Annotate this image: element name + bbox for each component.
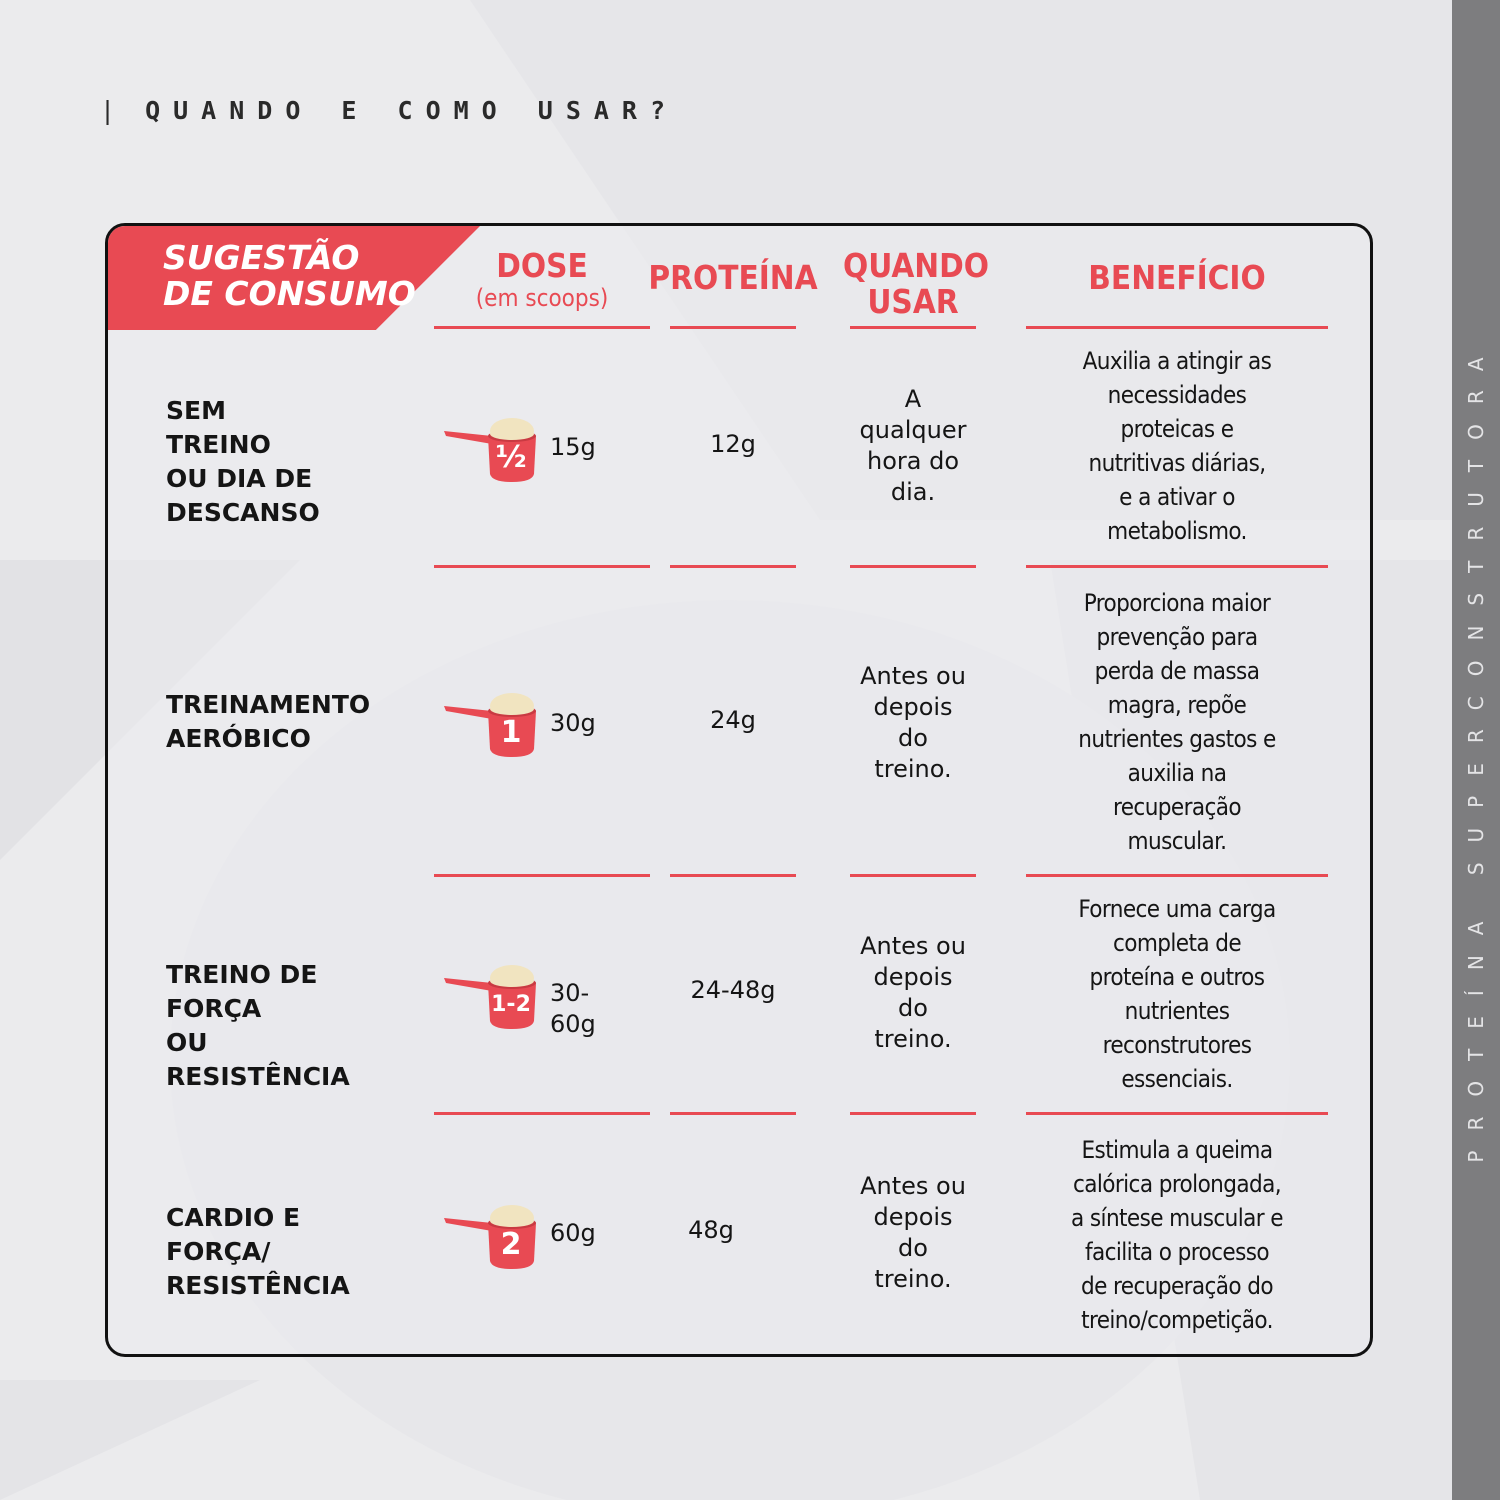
benefit-line: muscular. (1127, 827, 1227, 855)
row-label-line: CARDIO E FORÇA/ (166, 1203, 301, 1266)
dose-value: 30-60g (550, 979, 596, 1038)
row-label-line: TREINO DE FORÇA (166, 960, 318, 1023)
when-line: hora do (866, 447, 959, 475)
when-line: Antes ou (860, 932, 966, 960)
benefit-line: proteína e outros (1089, 963, 1265, 991)
dose-value: 15g (550, 433, 596, 461)
benefit-line: a síntese muscular e (1071, 1204, 1283, 1232)
when-to-use (850, 1171, 976, 1295)
when-line: depois (873, 963, 953, 991)
row-label (166, 1201, 350, 1303)
row-label-line: AERÓBICO (166, 724, 311, 753)
benefit-line: magra, repõe (1107, 691, 1247, 719)
divider-rule (1026, 326, 1328, 329)
when-line: treino. (874, 755, 952, 783)
benefit-line: proteicas e (1120, 415, 1234, 443)
dose-value: 60g (550, 1219, 596, 1247)
benefit-line: completa de (1112, 929, 1242, 957)
when-line: treino. (874, 1025, 952, 1053)
row-label-line: DESCANSO (166, 498, 320, 527)
row-label (166, 688, 370, 756)
header-when-line-1: QUANDO (843, 246, 990, 285)
divider-rule (434, 326, 650, 329)
protein-value: 24g (710, 706, 756, 734)
when-line: do (898, 1234, 928, 1262)
row-label (166, 394, 320, 530)
header-dose-sub: (em scoops) (475, 284, 609, 312)
benefit-line: Auxilia a atingir as (1082, 347, 1272, 375)
when-line: depois (873, 693, 953, 721)
scoop-count: 2 (500, 1227, 522, 1262)
divider-rule (850, 565, 976, 568)
divider-rule (670, 1112, 796, 1115)
divider-rule (670, 326, 796, 329)
row-label-line: TREINAMENTO (166, 690, 371, 719)
benefit-line: auxilia na (1127, 759, 1227, 787)
benefit-line: metabolismo. (1107, 517, 1247, 545)
benefit-text (1026, 1133, 1328, 1337)
row-label-line: OU DIA DE (166, 464, 313, 493)
protein-value: 48g (688, 1216, 734, 1244)
when-line: Antes ou (860, 662, 966, 690)
scoop-count: ½ (495, 440, 527, 475)
when-line: dia. (890, 478, 936, 506)
scoop-count: 1 (500, 715, 522, 750)
benefit-line: calórica prolongada, (1072, 1170, 1282, 1198)
divider-rule (434, 1112, 650, 1115)
benefit-line: treino/competição. (1081, 1306, 1273, 1334)
header-when (843, 246, 990, 321)
scoop-count: 1-2 (491, 992, 531, 1017)
when-line: qualquer (859, 416, 967, 444)
badge-line-2: DE CONSUMO (163, 274, 416, 313)
side-caption: PROTEÍNA SUPERCONSTRUTORA (1464, 337, 1488, 1163)
when-line: do (898, 994, 928, 1022)
benefit-line: Proporciona maior (1083, 589, 1271, 617)
scoop (442, 689, 542, 759)
benefit-line: nutrientes gastos e (1078, 725, 1276, 753)
divider-rule (1026, 1112, 1328, 1115)
when-line: A (904, 385, 922, 413)
divider-rule (670, 565, 796, 568)
when-line: treino. (874, 1265, 952, 1293)
page-title (100, 96, 678, 125)
when-line: do (898, 724, 928, 752)
benefit-line: reconstrutores (1102, 1031, 1252, 1059)
header-protein: PROTEÍNA (648, 258, 818, 297)
when-to-use (850, 384, 976, 508)
row-label (166, 958, 350, 1094)
divider-rule (434, 874, 650, 877)
divider-rule (1026, 874, 1328, 877)
benefit-line: perda de massa (1094, 657, 1260, 685)
scoop (442, 1201, 542, 1271)
divider-rule (1026, 565, 1328, 568)
benefit-line: de recuperação do (1080, 1272, 1274, 1300)
title-bar: | (100, 96, 116, 125)
benefit-line: recuperação (1112, 793, 1241, 821)
divider-rule (434, 565, 650, 568)
benefit-line: nutrientes (1124, 997, 1230, 1025)
page-title-text: QUANDO E COMO USAR? (145, 96, 679, 125)
header-when-line-2: USAR (867, 282, 959, 321)
scoop (442, 414, 542, 484)
benefit-text (1026, 344, 1328, 548)
benefit-line: Estimula a queima (1081, 1136, 1273, 1164)
row-label-line: RESISTÊNCIA (166, 1271, 350, 1300)
protein-value: 12g (710, 430, 756, 458)
consumption-table (105, 223, 1373, 1357)
benefit-line: e a ativar o (1119, 483, 1235, 511)
when-line: depois (873, 1203, 953, 1231)
benefit-line: nutritivas diárias, (1088, 449, 1266, 477)
when-to-use (850, 931, 976, 1055)
benefit-line: necessidades (1107, 381, 1247, 409)
header-dose (434, 248, 650, 312)
divider-rule (850, 1112, 976, 1115)
benefit-line: facilita o processo (1084, 1238, 1270, 1266)
divider-rule (850, 326, 976, 329)
divider-rule (850, 874, 976, 877)
benefit-line: Fornece uma carga (1078, 895, 1276, 923)
benefit-line: essenciais. (1121, 1065, 1233, 1093)
divider-rule (670, 874, 796, 877)
suggestion-badge-text (163, 240, 416, 312)
benefit-text (1026, 586, 1328, 858)
badge-line-1: SUGESTÃO (163, 238, 360, 277)
benefit-text (1026, 892, 1328, 1096)
dose-value: 30g (550, 709, 596, 737)
header-benefit: BENEFÍCIO (1088, 258, 1266, 297)
when-line: Antes ou (860, 1172, 966, 1200)
protein-value: 24-48g (690, 976, 776, 1004)
row-label-line: OU RESISTÊNCIA (166, 1028, 350, 1091)
row-label-line: SEM TREINO (166, 396, 271, 459)
header-dose-title: DOSE (496, 246, 588, 285)
benefit-line: prevenção para (1096, 623, 1258, 651)
scoop (442, 961, 542, 1031)
when-to-use (850, 661, 976, 785)
